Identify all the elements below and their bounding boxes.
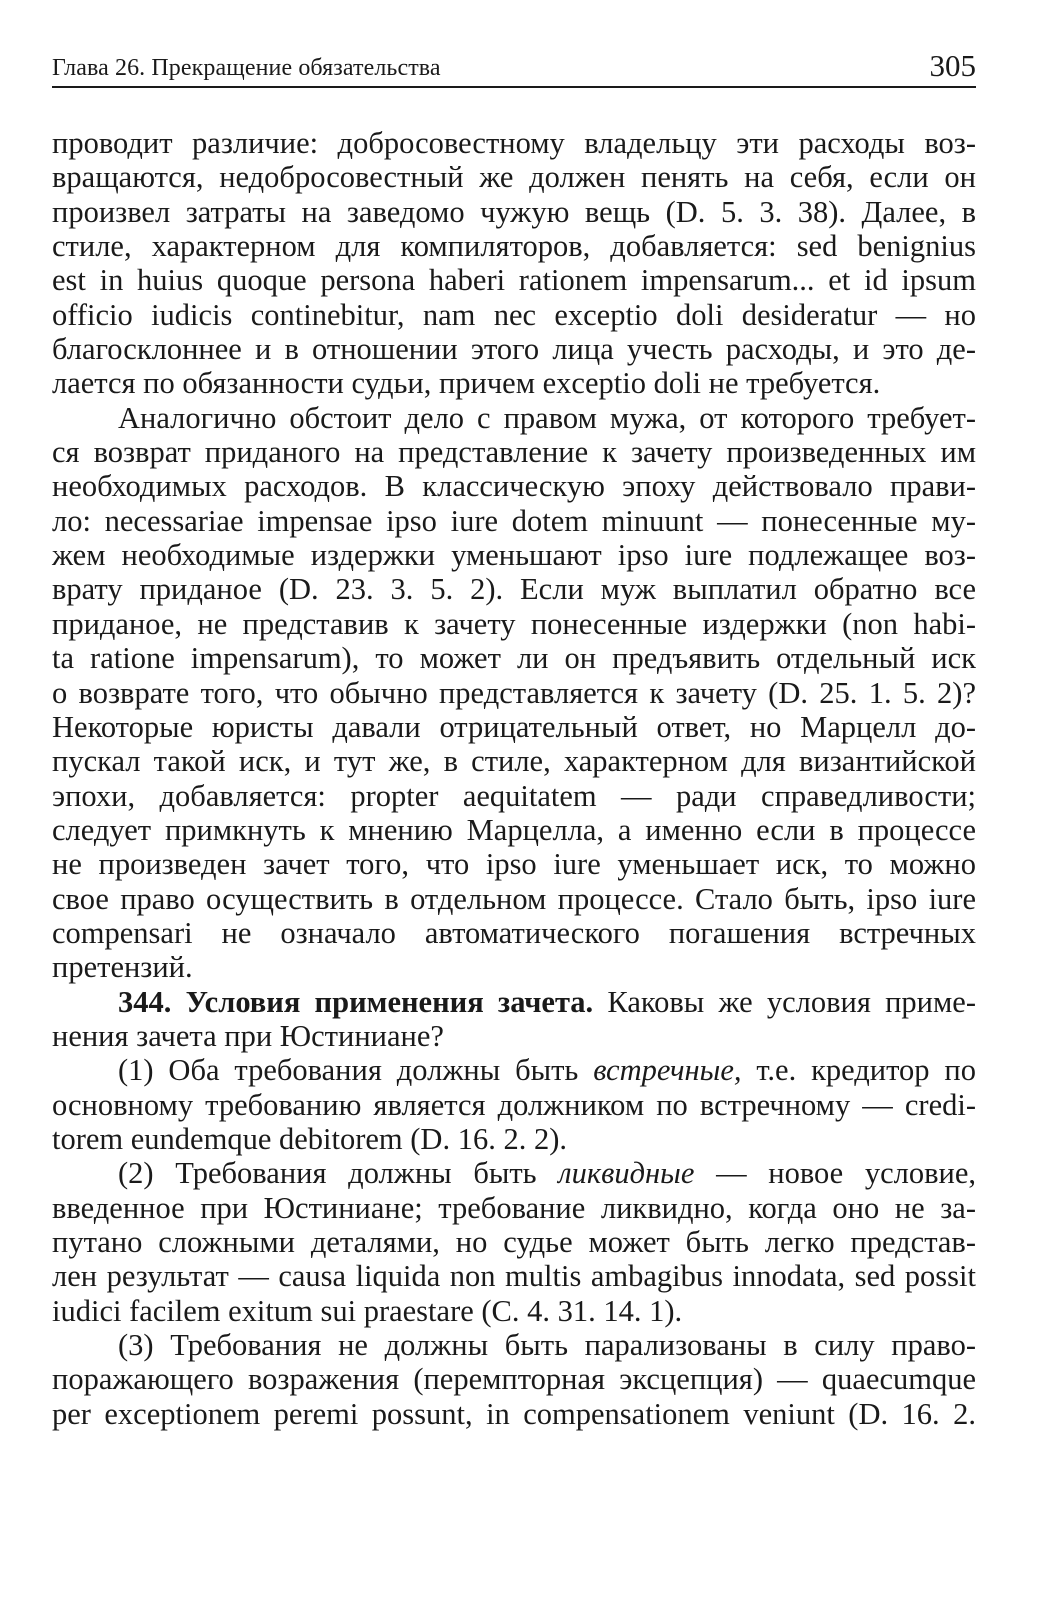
body-text [52,126,976,1431]
text-line: (3) Требования не должны быть парализованы в силу право- [118,1328,976,1363]
text-line: свое право осуществить в отдельном процессе. Стало быть, ipso iure [52,881,976,916]
text-line: основному требованию является должником по встречному — credi- [52,1087,976,1122]
text-line [52,1156,976,1190]
text-line: torem eundemque debitorem (D. 16. 2. 2). [52,1121,567,1156]
book-page [52,40,976,1431]
list-item [52,1053,976,1156]
text-run: Каковы же условия приме- [607,984,976,1019]
text-line: est in huius quoque persona haberi rationem impensarum... et id ipsum [52,263,976,298]
text-line: введенное при Юстиниане; требование ликвидно, когда оно не за- [52,1190,976,1225]
list-item [52,1328,976,1431]
text-line: ta ratione impensarum), то может ли он предъявить отдельный иск [52,641,976,676]
page-number: 305 [929,48,976,83]
text-line: officio iudicis continebitur, nam nec exceptio doli desideratur — но [52,297,976,332]
text-run: т.е. кредитор по [756,1053,976,1088]
text-run: (2) Требования должны быть [118,1156,537,1191]
text-line: приданое, не представив к зачету понесенные издержки (non habi- [52,606,976,641]
text-line: per exceptionem peremi possunt, in compensationem veniunt (D. 16. 2. [52,1396,976,1431]
paragraph [52,401,976,985]
text-line: путано сложными деталями, но судье может быть легко представ- [52,1225,976,1259]
text-line: лен результат — causa liquida non multis ambagibus innodata, sed possit [52,1259,976,1294]
text-line: ло: necessariae impensae ipso iure dotem minuunt — понесенные му- [52,503,976,538]
paragraph [52,126,976,401]
emphasis-term: встречные, [593,1053,742,1088]
header-divider [52,86,976,88]
text-line: не произведен зачет того, что ipso iure уменьшает иск, то можно [52,847,976,882]
text-line: врату приданое (D. 23. 3. 5. 2). Если муж выплатил обратно все [52,572,976,607]
text-line: стиле, характерном для компиляторов, добавляется: sed benignius [52,229,976,264]
text-line: проводит различие: добросовестному владельцу эти расходы воз- [52,126,976,160]
text-line: поражающего возражения (перемпторная эксцепция) — quaecumque [52,1362,976,1397]
text-line: о возврате того, что обычно представляется к зачету (D. 25. 1. 5. 2)? [52,675,976,710]
text-line: Аналогично обстоит дело с правом мужа, от которого требует- [118,400,976,435]
text-line: нения зачета при Юстиниане? [52,1018,444,1053]
text-line: следует примкнуть к мнению Марцелла, а именно если в процессе [52,812,976,847]
text-line: Некоторые юристы давали отрицательный ответ, но Марцелл до- [52,709,976,744]
section-heading: 344. Условия применения зачета. [118,984,594,1019]
text-run: — новое условие, [716,1156,977,1191]
text-line: жем необходимые издержки уменьшают ipso iure подлежащее воз- [52,538,976,573]
text-line: вращаются, недобросовестный же должен пенять на себя, если он [52,160,976,195]
text-line [52,1053,976,1087]
text-line: претензий. [52,950,193,985]
text-line: лается по обязанности судьи, причем exceptio doli не требуется. [52,366,881,401]
text-run: (1) Оба требования должны быть [118,1053,579,1088]
chapter-title: Глава 26. Прекращение обязательства [52,55,441,81]
list-item [52,1156,976,1328]
text-line: благосклоннее и в отношении этого лица учесть расходы, и это де- [52,332,976,367]
text-line [52,985,976,1019]
text-line: compensari не означало автоматического погашения встречных [52,915,976,950]
text-line: пускал такой иск, и тут же, в стиле, характерном для византийской [52,744,976,779]
text-line: ся возврат приданого на представление к зачету произведенных им [52,435,976,470]
running-head [52,40,976,86]
text-line: произвел затраты на заведомо чужую вещь (D. 5. 3. 38). Далее, в [52,194,976,229]
section-paragraph [52,985,976,1054]
text-line: iudici facilem exitum sui praestare (C. 4. 31. 14. 1). [52,1293,683,1328]
text-line: необходимых расходов. В классическую эпоху действовало прави- [52,469,976,504]
emphasis-term: ликвидные [558,1156,695,1191]
text-line: эпохи, добавляется: propter aequitatem — ради справедливости; [52,778,976,813]
